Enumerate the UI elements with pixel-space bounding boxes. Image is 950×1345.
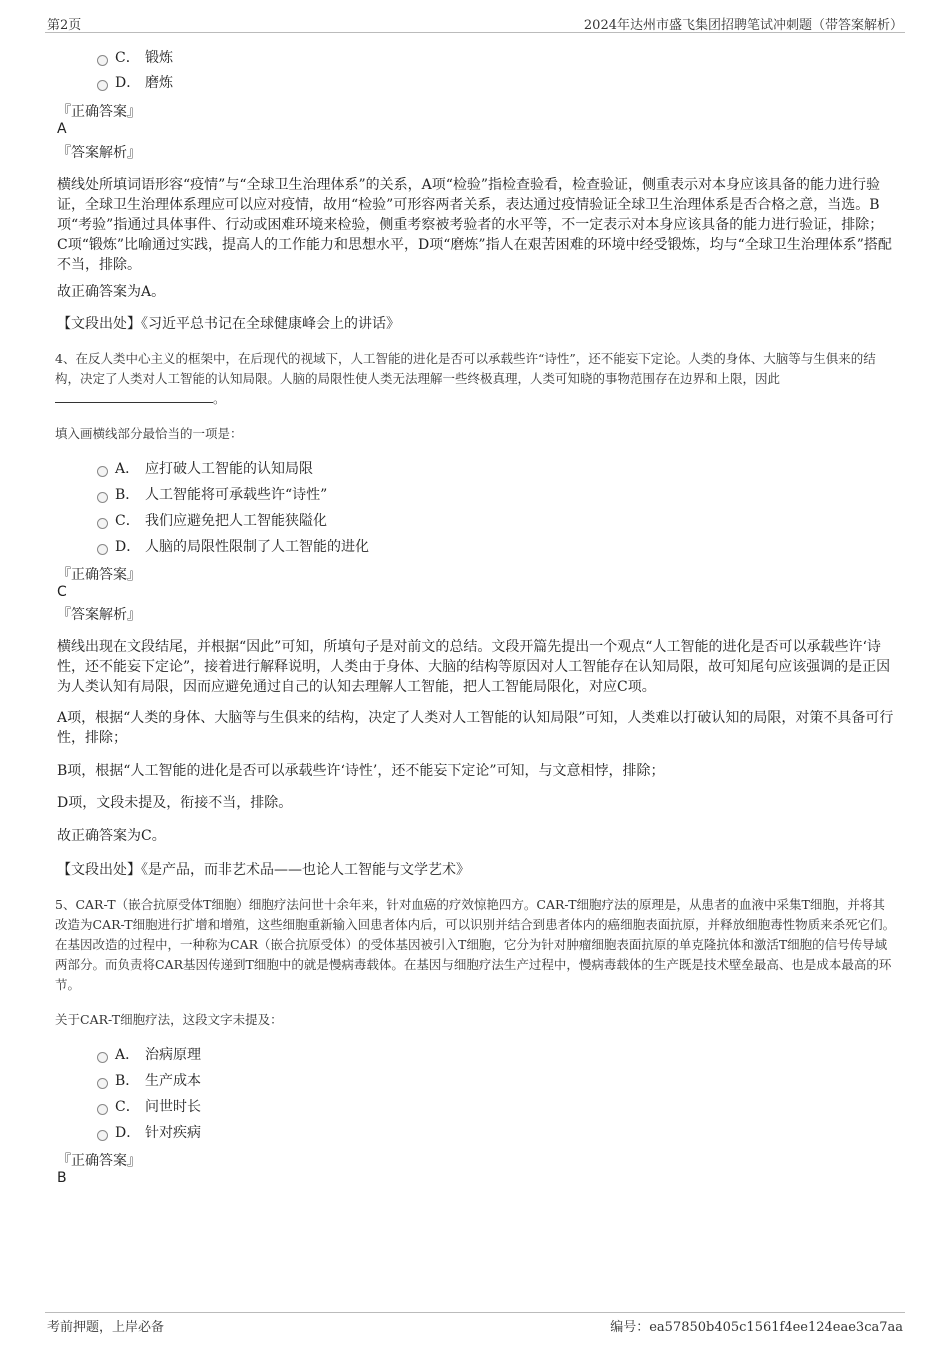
source-citation: 【文段出处】《习近平总书记在全球健康峰会上的讲话》 — [57, 316, 400, 332]
question-prompt: 关于CAR-T细胞疗法，这段文字未提及： — [55, 1012, 283, 1027]
answer-label: 『正确答案』 — [57, 104, 141, 120]
analysis-option-a: A项，根据“人类的身体、大脑等与生俱来的结构，决定了人类对人工智能的认知局限”可知，人类难以打破认知的局限，对策不具备可行性，排除； — [57, 710, 894, 746]
source-citation: 【文段出处】《是产品，而非艺术品——也论人工智能与文学艺术》 — [57, 862, 470, 878]
q5-option-b[interactable]: B． 生产成本 — [97, 1069, 201, 1091]
q4-option-d[interactable]: D． 人脑的局限性限制了人工智能的进化 — [97, 535, 369, 557]
document-title: 2024年达州市盛飞集团招聘笔试冲刺题（带答案解析） — [583, 18, 903, 33]
radio-icon[interactable] — [97, 544, 108, 555]
radio-icon[interactable] — [97, 1130, 108, 1141]
answer-label: 『正确答案』 — [57, 1153, 141, 1169]
analysis-conclusion: 故正确答案为C。 — [57, 828, 166, 844]
page-number: 第2页 — [47, 18, 82, 33]
page-footer — [45, 1312, 905, 1335]
analysis-paragraph: 横线出现在文段结尾，并根据“因此”可知，所填句子是对前文的总结。文段开篇先提出一个观点“人工智能的进化是否可以承载些许‘诗性，还不能妄下定论”，接着进行解释说明，人类由于身体、大脑的结构等原因对人工智能存在认知局限，故可知尾句应该强调的是正因为人类认知有局限，因而应避免通过自己的认知去理解人工智能，把人工智能局限化，对应C项。 — [57, 639, 891, 695]
q5-option-d[interactable]: D． 针对疾病 — [97, 1121, 201, 1143]
q4-option-a[interactable]: A． 应打破人工智能的认知局限 — [97, 457, 313, 479]
analysis-label: 『答案解析』 — [57, 607, 141, 623]
radio-icon[interactable] — [97, 80, 108, 91]
radio-icon[interactable] — [97, 518, 108, 529]
footer-slogan: 考前押题，上岸必备 — [47, 1320, 165, 1335]
document-id: 编号：ea57850b405c1561f4ee124eae3ca7aa — [610, 1320, 903, 1335]
page-header — [45, 12, 905, 33]
radio-icon[interactable] — [97, 1104, 108, 1115]
analysis-paragraph: 横线处所填词语形容“疫情”与“全球卫生治理体系”的关系，A项“检验”指检查验看，检查验证，侧重表示对本身应该具备的能力进行验证，全球卫生治理体系理应可以应对疫情，故用“检验”可形容两者关系，表达通过疫情验证全球卫生治理体系是否合格之意，当选。B项“考验”指通过具体事件、行动或困难环境来检验，侧重考察被考验者的水平等，不一定表示对本身应该具备的能力进行验证，排除；C项“锻炼”比喻通过实践，提高人的工作能力和思想水平，D项“磨炼”指人在艰苦困难的环境中经受锻炼，均与“全球卫生治理体系”搭配不当，排除。 — [57, 177, 892, 273]
q3-option-d[interactable]: D． 磨炼 — [97, 71, 173, 93]
question-stem: 5、CAR-T（嵌合抗原受体T细胞）细胞疗法问世十余年来，针对血癌的疗效惊艳四方。CAR-T细胞疗法的原理是，从患者的血液中采集T细胞，并将其改造为CAR-T细胞进行扩增和增殖，这些细胞重新输入回患者体内后，可以识别并结合到患者体内的癌细胞表面抗原，并释放细胞毒性物质来杀死它们。在基因改造的过程中，一种称为CAR（嵌合抗原受体）的受体基因被引入T细胞，它分为针对肿瘤细胞表面抗原的单克隆抗体和激活T细胞的信号传导域两部分。而负责将CAR基因传递到T细胞中的就是慢病毒载体。在基因与细胞疗法生产过程中，慢病毒载体的生产既是技术壁垒最高、也是成本最高的环节。 — [55, 897, 896, 992]
q5-option-a[interactable]: A． 治病原理 — [97, 1043, 201, 1065]
analysis-option-b: B项，根据“人工智能的进化是否可以承载些许‘诗性’，还不能妄下定论”可知，与文意相悖，排除； — [57, 763, 665, 779]
radio-icon[interactable] — [97, 492, 108, 503]
answer-value: A — [57, 121, 67, 137]
radio-icon[interactable] — [97, 1052, 108, 1063]
radio-icon[interactable] — [97, 1078, 108, 1089]
q5-option-c[interactable]: C． 问世时长 — [97, 1095, 201, 1117]
answer-value: C — [57, 584, 67, 600]
answer-value: B — [57, 1170, 67, 1186]
q4-option-c[interactable]: C． 我们应避免把人工智能狭隘化 — [97, 509, 327, 531]
analysis-option-d: D项，文段未提及，衔接不当，排除。 — [57, 795, 293, 811]
answer-label: 『正确答案』 — [57, 567, 141, 583]
analysis-label: 『答案解析』 — [57, 145, 141, 161]
radio-icon[interactable] — [97, 466, 108, 477]
q3-option-c[interactable]: C． 锻炼 — [97, 46, 173, 68]
analysis-conclusion: 故正确答案为A。 — [57, 284, 166, 300]
fill-blank-line — [55, 390, 213, 403]
question-stem: 4、在反人类中心主义的框架中，在后现代的视域下，人工智能的进化是否可以承载些许“诗性”，还不能妄下定论。人类的身体、大脑等与生俱来的结构，决定了人类对人工智能的认知局限。人脑的局限性使人类无法理解一些终极真理，人类可知晓的事物范围存在边界和上限，因此 。 — [55, 351, 876, 406]
q4-option-b[interactable]: B． 人工智能将可承载些许“诗性” — [97, 483, 327, 505]
question-prompt: 填入画横线部分最恰当的一项是： — [55, 426, 243, 441]
radio-icon[interactable] — [97, 55, 108, 66]
